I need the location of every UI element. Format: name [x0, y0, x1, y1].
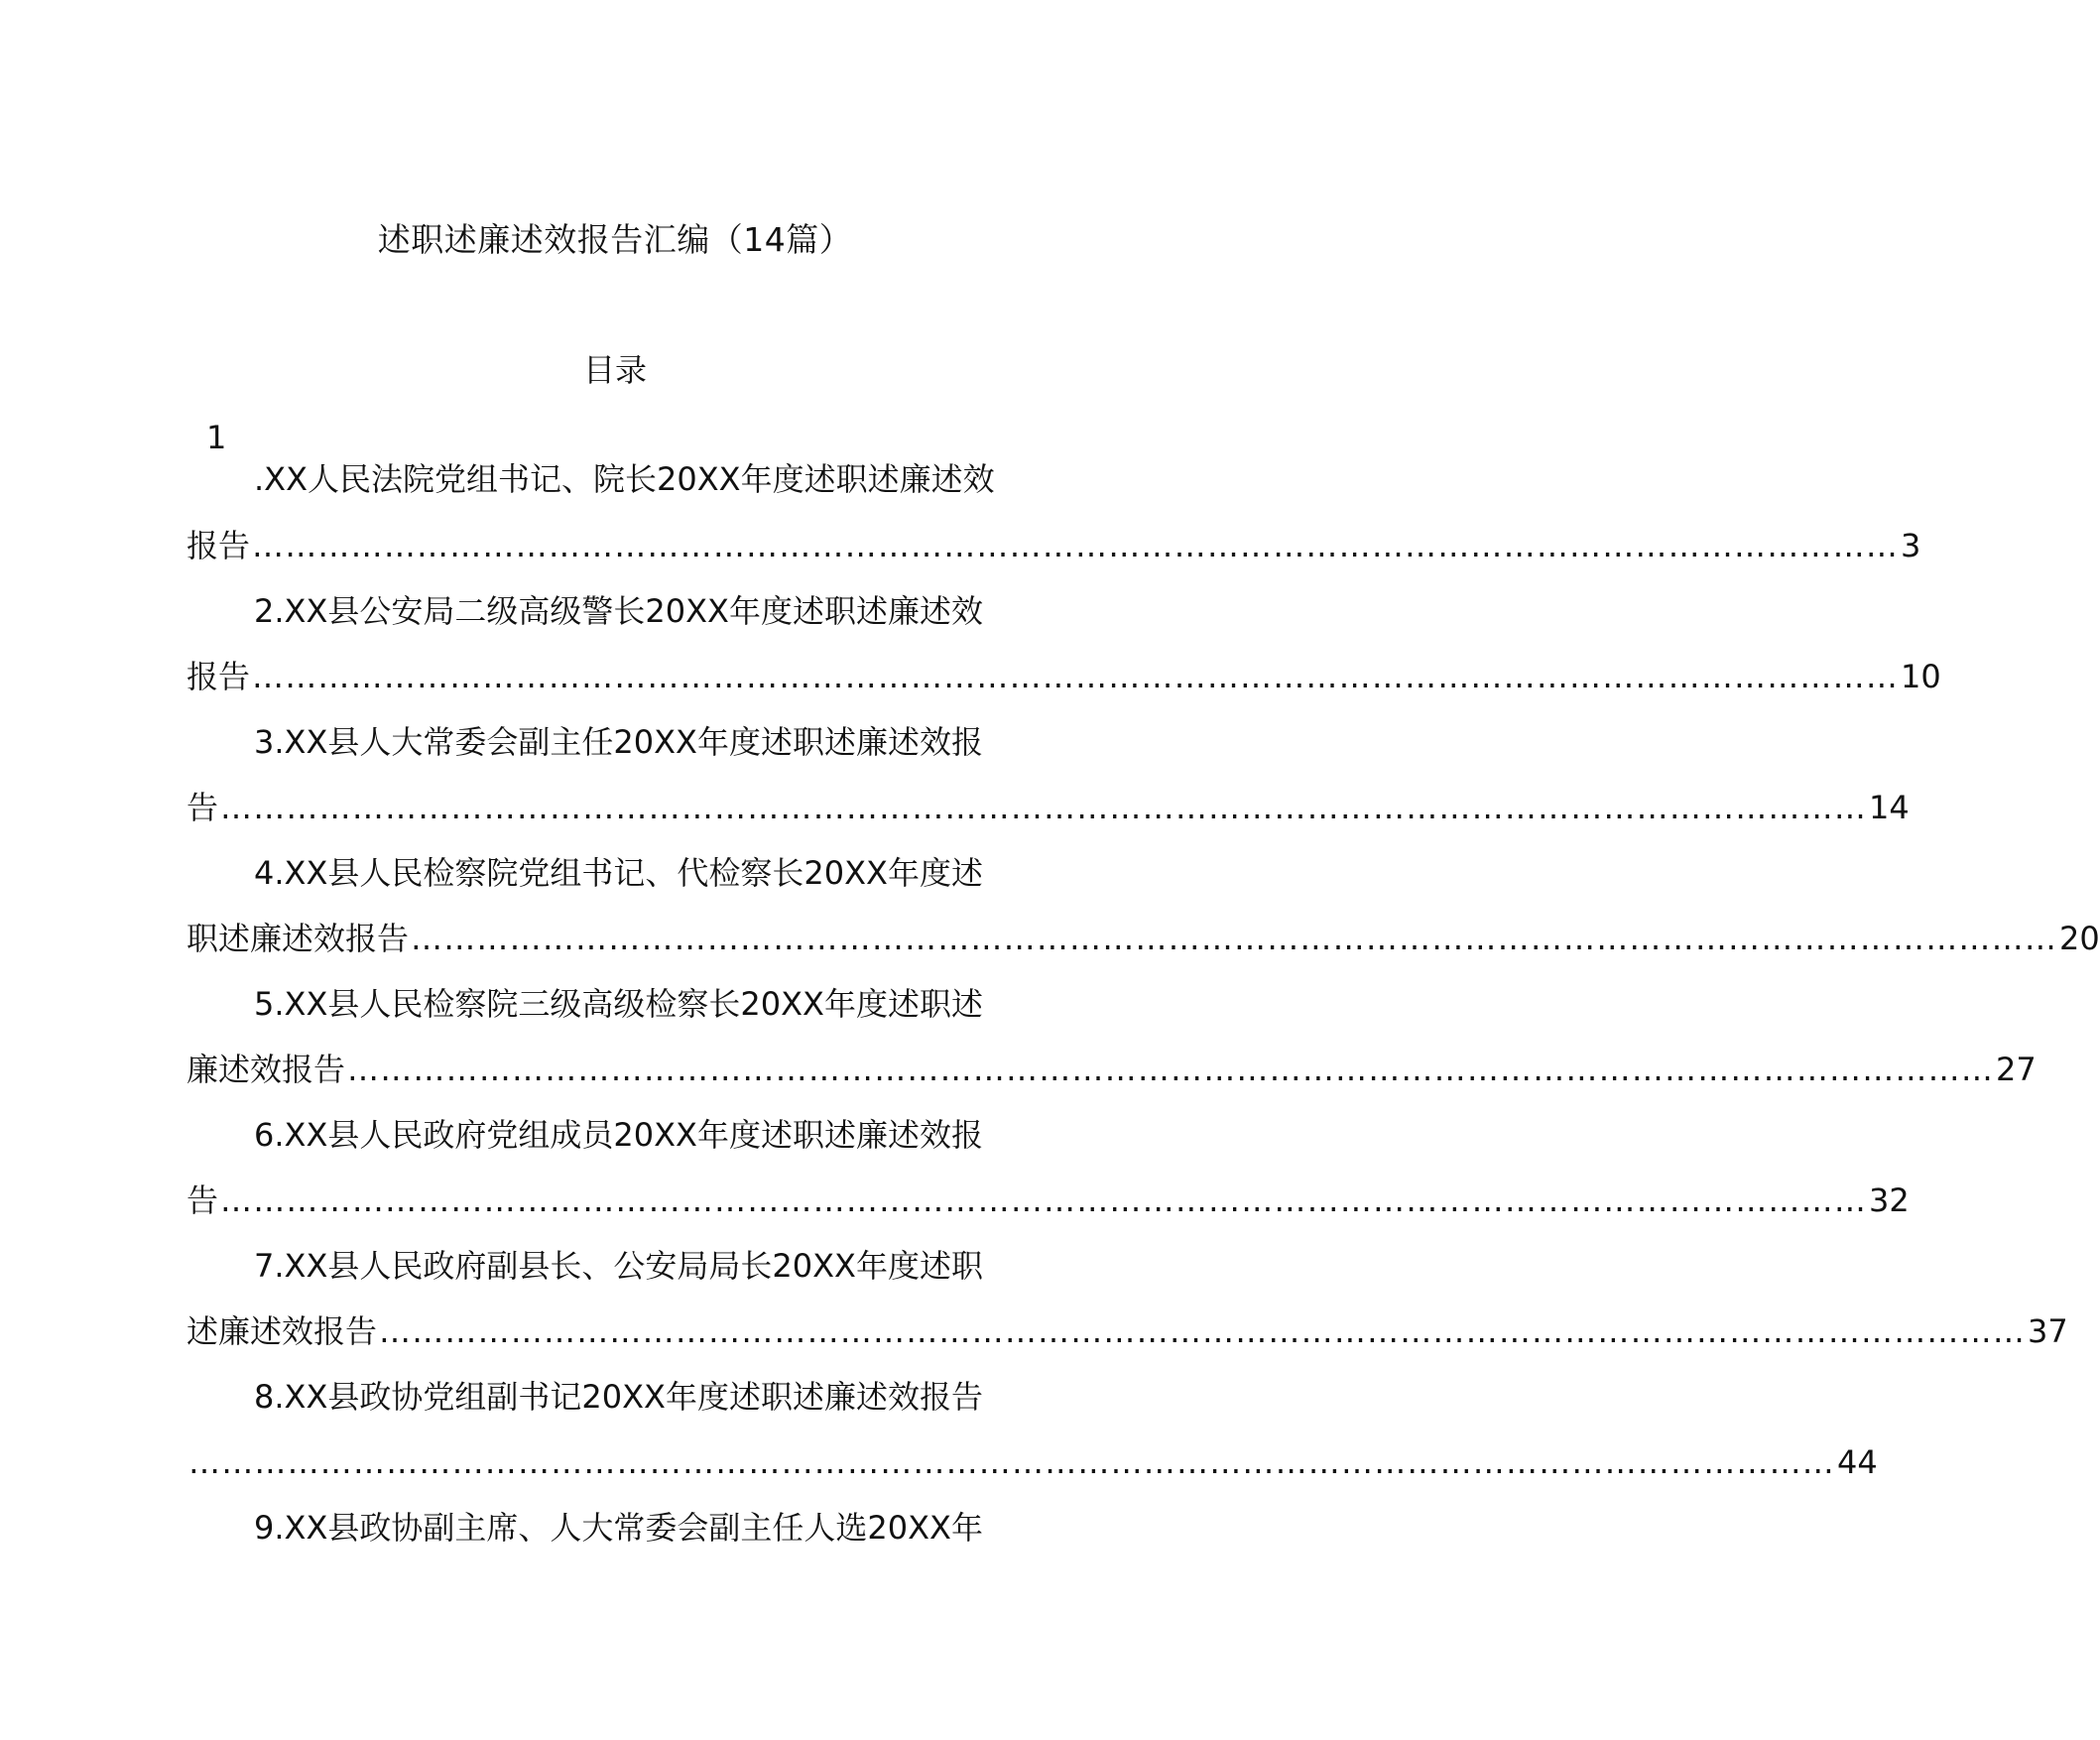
toc-entry-4-title[interactable]: 4.XX县人民检察院党组书记、代检察长20XX年度述 [254, 854, 983, 892]
toc-entry-3-tail[interactable] [186, 785, 1910, 830]
toc-entry-6-page: 32 [1869, 1181, 1910, 1219]
toc-entry-7-title[interactable]: 7.XX县人民政府副县长、公安局局长20XX年度述职 [254, 1247, 983, 1285]
toc-entry-6-title[interactable]: 6.XX县人民政府党组成员20XX年度述职述廉述效报 [254, 1116, 983, 1154]
toc-leader-dots: …………………………………………………………………………………………………………………………………… [220, 789, 1868, 826]
toc-entry-7-tail[interactable] [186, 1308, 2068, 1354]
toc-entry-8-tail[interactable] [186, 1439, 1878, 1485]
toc-entry-1-tail[interactable] [186, 523, 1921, 568]
toc-entry-8-title[interactable]: 8.XX县政协党组副书记20XX年度述职述廉述效报告 [254, 1378, 983, 1416]
document-title: 述职述廉述效报告汇编（14篇） [377, 220, 853, 259]
stray-number: 1 [206, 419, 227, 456]
toc-leader-dots: …………………………………………………………………………………………………………………………………… [188, 1443, 1835, 1481]
toc-entry-9-title[interactable]: 9.XX县政协副主席、人大常委会副主任人选20XX年 [254, 1509, 983, 1547]
toc-entry-2-page: 10 [1901, 658, 1941, 695]
toc-entry-4-page: 20 [2059, 920, 2100, 957]
toc-entry-5-tail[interactable] [186, 1047, 2037, 1092]
toc-entry-7-page: 37 [2028, 1312, 2068, 1350]
toc-entry-8-page: 44 [1837, 1443, 1878, 1481]
toc-entry-5-title[interactable]: 5.XX县人民检察院三级高级检察长20XX年度述职述 [254, 985, 983, 1023]
toc-entry-3-title[interactable]: 3.XX县人大常委会副主任20XX年度述职述廉述效报 [254, 723, 983, 761]
toc-entry-3-page: 14 [1869, 789, 1910, 826]
toc-entry-2-tail[interactable] [186, 654, 1941, 699]
toc-entry-6-tail[interactable] [186, 1178, 1910, 1223]
toc-entry-5-page: 27 [1996, 1051, 2037, 1088]
toc-entry-7-title-cont: 述廉述效报告 [186, 1312, 378, 1350]
toc-entry-2-title-cont: 报告 [186, 658, 251, 695]
toc-leader-dots: …………………………………………………………………………………………………………………………………… [411, 920, 2058, 957]
toc-entry-1-title[interactable]: .XX人民法院党组书记、院长20XX年度述职述廉述效 [254, 460, 995, 498]
toc-entry-6-title-cont: 告 [186, 1181, 219, 1219]
toc-entry-4-title-cont: 职述廉述效报告 [186, 920, 410, 957]
toc-leader-dots: …………………………………………………………………………………………………………………………………… [252, 527, 1900, 564]
toc-entry-2-title[interactable]: 2.XX县公安局二级高级警长20XX年度述职述廉述效 [254, 592, 983, 630]
toc-entry-5-title-cont: 廉述效报告 [186, 1051, 346, 1088]
toc-entry-1-title-cont: 报告 [186, 527, 251, 564]
toc-entry-1-page: 3 [1901, 527, 1921, 564]
toc-leader-dots: …………………………………………………………………………………………………………………………………… [220, 1181, 1868, 1219]
toc-leader-dots: …………………………………………………………………………………………………………………………………… [252, 658, 1900, 695]
toc-leader-dots: …………………………………………………………………………………………………………………………………… [379, 1312, 2027, 1350]
toc-entry-4-tail[interactable] [186, 916, 2100, 961]
toc-entry-3-title-cont: 告 [186, 789, 219, 826]
toc-leader-dots: …………………………………………………………………………………………………………………………………… [347, 1051, 1995, 1088]
toc-heading: 目录 [582, 351, 647, 389]
